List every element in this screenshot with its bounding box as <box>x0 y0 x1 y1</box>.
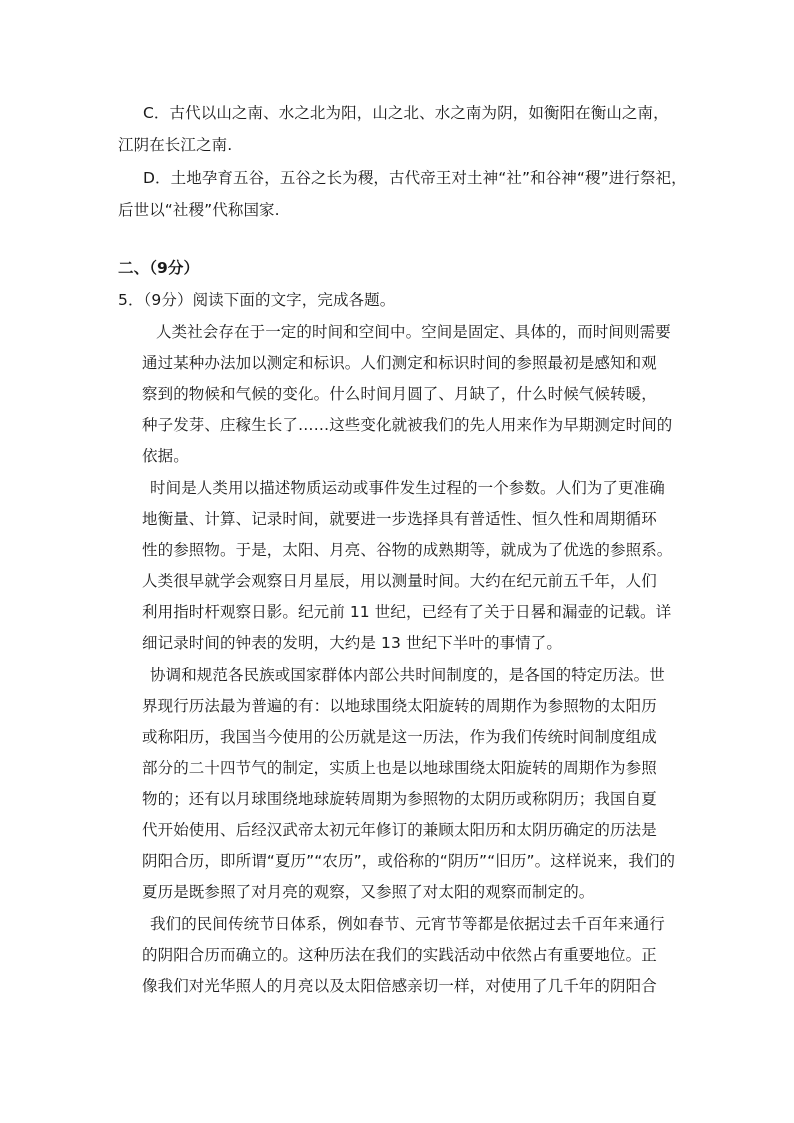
passage-p2-line-1: 时间是人类用以描述物质运动或事件发生过程的一个参数。人们为了更准确 <box>150 479 665 497</box>
passage-p1-line-4: 种子发芽、庄稼生长了……这些变化就被我们的先人用来作为早期测定时间的 <box>142 416 673 434</box>
question-stem: 5．（9分）阅读下面的文字，完成各题。 <box>118 291 396 309</box>
passage-p2-line-3: 性的参照物。于是，太阳、月亮、谷物的成熟期等，就成为了优选的参照系。 <box>142 541 673 559</box>
passage-p3-line-3: 或称阳历，我国当今使用的公历就是这一历法，作为我们传统时间制度组成 <box>142 728 657 746</box>
option-d-line-2: 后世以“社稷”代称国家. <box>118 201 280 219</box>
passage-p2-line-4: 人类很早就学会观察日月星辰，用以测量时间。大约在纪元前五千年，人们 <box>142 572 657 590</box>
passage-p3-line-4: 部分的二十四节气的制定，实质上也是以地球围绕太阳旋转的周期作为参照 <box>142 759 657 777</box>
passage-p3-line-2: 界现行历法最为普遍的有：以地球围绕太阳旋转的周期作为参照物的太阳历 <box>142 697 657 715</box>
passage-p3-line-1: 协调和规范各民族或国家群体内部公共时间制度的，是各国的特定历法。世 <box>150 666 665 684</box>
passage-p3-line-7: 阴阳合历，即所谓“夏历”“农历”，或俗称的“阴历”“旧历”。这样说来，我们的 <box>142 852 676 870</box>
passage-p1-line-3: 察到的物候和气候的变化。什么时间月圆了、月缺了，什么时候气候转暖， <box>142 385 657 403</box>
passage-p2-line-6: 细记录时间的钟表的发明，大约是 13 世纪下半叶的事情了。 <box>142 634 562 652</box>
passage-p4-line-3: 像我们对光华照人的月亮以及太阳倍感亲切一样，对使用了几千年的阴阳合 <box>142 977 657 995</box>
option-d-line-1: D．土地孕育五谷，五谷之长为稷，古代帝王对土神“社”和谷神“稷”进行祭祀， <box>143 169 687 187</box>
passage-p2-line-2: 地衡量、计算、记录时间，就要进一步选择具有普适性、恒久性和周期循环 <box>142 510 657 528</box>
passage-p3-line-8: 夏历是既参照了对月亮的观察，又参照了对太阳的观察而制定的。 <box>142 883 595 901</box>
option-c-line-2: 江阴在长江之南. <box>118 136 233 154</box>
passage-p3-line-5: 物的；还有以月球围绕地球旋转周期为参照物的太阴历或称阴历；我国自夏 <box>142 790 657 808</box>
passage-p1-line-2: 通过某种办法加以测定和标识。人们测定和标识时间的参照最初是感知和观 <box>142 354 657 372</box>
passage-p2-line-5: 利用指时杆观察日影。纪元前 11 世纪，已经有了关于日晷和漏壶的记载。详 <box>142 603 672 621</box>
option-c-line-1: C．古代以山之南、水之北为阳，山之北、水之南为阴，如衡阳在衡山之南， <box>143 104 669 122</box>
section-title: 二、（9分） <box>118 259 200 277</box>
passage-p3-line-6: 代开始使用、后经汉武帝太初元年修订的兼顾太阳历和太阴历确定的历法是 <box>142 821 657 839</box>
passage-p4-line-2: 的阴阳合历而确立的。这种历法在我们的实践活动中依然占有重要地位。正 <box>142 946 657 964</box>
passage-p1-line-1: 人类社会存在于一定的时间和空间中。空间是固定、具体的，而时间则需要 <box>156 323 671 341</box>
passage-p1-line-5: 依据。 <box>142 447 189 465</box>
passage-p4-line-1: 我们的民间传统节日体系，例如春节、元宵节等都是依据过去千百年来通行 <box>150 915 665 933</box>
